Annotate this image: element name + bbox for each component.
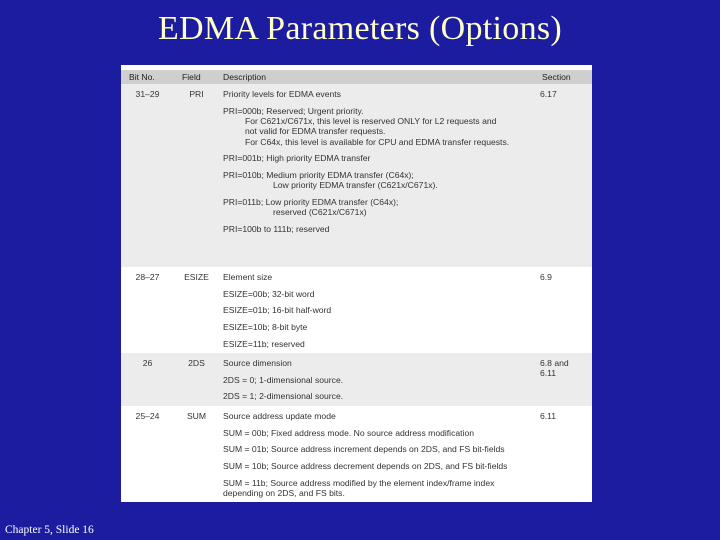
- description-text: PRI=100b to 111b; reserved: [223, 223, 330, 234]
- slide-title: EDMA Parameters (Options): [157, 10, 563, 47]
- description-text: PRI=011b; Low priority EDMA transfer (C64x);: [223, 196, 399, 207]
- description-title: Element size: [223, 272, 273, 282]
- bit-no-cell: 28–27: [121, 267, 174, 353]
- section-cell: 6.17: [538, 84, 592, 267]
- edma-options-table: [121, 65, 592, 499]
- description-text: reserved (C621x/C671x): [273, 207, 367, 218]
- description-text: ESIZE=00b; 32-bit word: [223, 288, 315, 299]
- description-text: ESIZE=11b; reserved: [223, 338, 305, 349]
- slide-footer: Chapter 5, Slide 16: [5, 524, 94, 536]
- description-cell: [219, 406, 538, 502]
- description-cell: [219, 267, 538, 353]
- table-row-pri: [121, 84, 592, 267]
- field-cell: 2DS: [174, 353, 219, 406]
- table-row-sum: [121, 406, 592, 502]
- description-title: Source address update mode: [223, 411, 336, 422]
- description-text: PRI=001b; High priority EDMA transfer: [223, 153, 371, 164]
- description-block: [223, 106, 534, 147]
- bit-no-cell: 26: [121, 353, 174, 406]
- description-text: PRI=010b; Medium priority EDMA transfer (C64x);: [223, 169, 414, 180]
- header-description: Description: [219, 68, 538, 85]
- description-text: PRI=000b; Reserved; Urgent priority.: [223, 105, 364, 116]
- description-block: [223, 170, 534, 191]
- section-text: 6.11: [540, 368, 557, 379]
- description-text: For C64x, this level is available for CPU and EDMA transfer requests.: [245, 136, 510, 147]
- bit-no-cell: 31–29: [121, 84, 174, 267]
- section-text: 6.8 and: [540, 358, 569, 369]
- description-title: Priority levels for EDMA events: [223, 89, 341, 99]
- header-bit-no: Bit No.: [121, 68, 174, 85]
- section-cell: 6.9: [538, 267, 592, 353]
- description-cell: [219, 353, 538, 406]
- table-row-esize: [121, 267, 592, 353]
- description-text: ESIZE=10b; 8-bit byte: [223, 322, 308, 333]
- field-cell: ESIZE: [174, 267, 219, 353]
- description-cell: [219, 84, 538, 267]
- description-text: SUM = 10b; Source address decrement depends on 2DS, and FS bit-fields: [223, 461, 508, 472]
- description-text: Low priority EDMA transfer (C621x/C671x).: [273, 180, 438, 191]
- section-cell: 6.11: [538, 406, 592, 502]
- header-section: Section: [538, 68, 592, 85]
- field-cell: SUM: [174, 406, 219, 502]
- description-block: [223, 478, 534, 499]
- description-text: SUM = 11b; Source address modified by the element index/frame index: [223, 477, 495, 488]
- field-cell: PRI: [174, 84, 219, 267]
- table-row-2ds: [121, 353, 592, 406]
- description-text: 2DS = 1; 2-dimensional source.: [223, 391, 344, 402]
- description-title: Source dimension: [223, 358, 292, 369]
- description-text: SUM = 01b; Source address increment depends on 2DS, and FS bit-fields: [223, 444, 505, 455]
- table-header-row: [121, 68, 592, 85]
- description-text: not valid for EDMA transfer requests.: [245, 126, 386, 137]
- parameter-table: [121, 65, 592, 502]
- header-field: Field: [174, 68, 219, 85]
- description-text: ESIZE=01b; 16-bit half-word: [223, 305, 332, 316]
- description-text: 2DS = 0; 1-dimensional source.: [223, 374, 344, 385]
- description-text: SUM = 00b; Fixed address mode. No source address modification: [223, 427, 475, 438]
- description-block: [223, 197, 534, 218]
- description-text: depending on 2DS, and FS bits.: [223, 488, 345, 499]
- bit-no-cell: 25–24: [121, 406, 174, 502]
- section-cell: [538, 353, 592, 406]
- description-text: For C621x/C671x, this level is reserved ONLY for L2 requests and: [245, 115, 497, 126]
